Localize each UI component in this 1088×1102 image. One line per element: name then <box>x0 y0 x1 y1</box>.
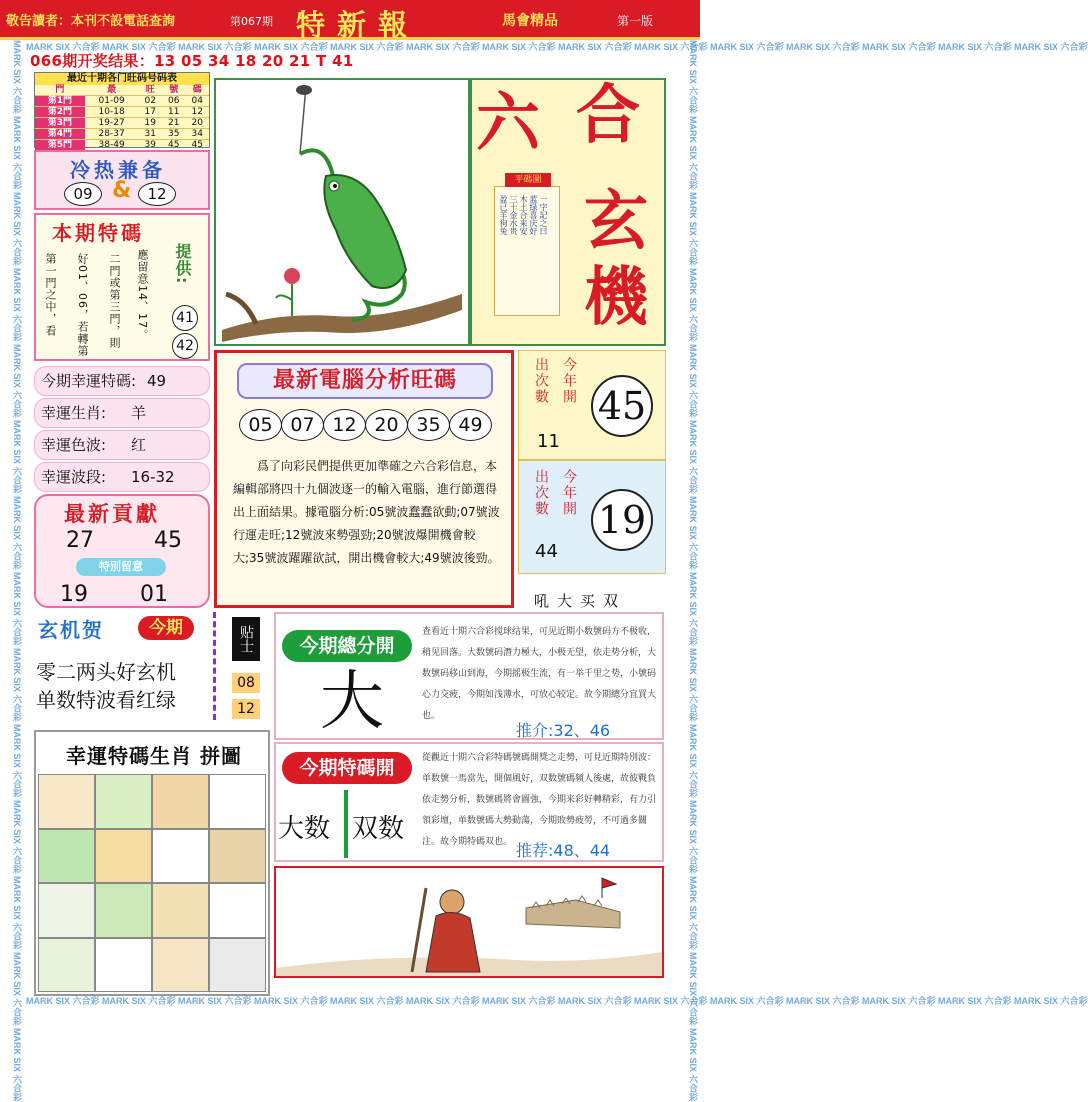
liuhe-xuanji-panel <box>470 78 666 346</box>
tema-divider <box>344 790 348 858</box>
watermark-top: MARK SIX 六合彩 MARK SIX 六合彩 MARK SIX 六合彩 MARK SIX 六合彩 MARK SIX 六合彩 MARK SIX 六合彩 MARK SIX 六合彩 MARK SIX 六合彩 MARK SIX 六合彩 MARK SIX 六合彩 MARK SIX 六合彩 MARK SIX 六合彩 MARK SIX 六合彩 MARK SIX 六合彩 <box>26 42 1088 52</box>
tema-recommend: 推荐:48、44 <box>516 841 611 860</box>
liuhe-char-4: 機 <box>584 260 648 335</box>
cold-hot-panel <box>34 150 210 210</box>
history-cell-b: 45 <box>162 140 186 151</box>
ampersand: & <box>112 178 132 203</box>
tema-answer-1: 大数 <box>278 814 331 844</box>
special-number-2: 42 <box>172 333 198 359</box>
history-cell-c: 45 <box>185 140 209 151</box>
analysis-number: 05 <box>239 409 282 441</box>
history-cell-door: 第1門 <box>35 96 85 107</box>
liuhe-char-3: 玄 <box>584 184 648 259</box>
total-answer: 大 <box>320 665 384 739</box>
tema-text: 從觀近十期六合彩特碼號碼開獎之走勢，可見近期特別波：单数號一馬當先，開個風好，双数號碼頻人後處，故彼戰負依走勢分析，数號碼將會圖強，今期来彩好轉精彩，有力引領彩壇，单数號碼大勢動蕩，今期敗勢疲勞，不可過多關注。故今期特碼双也。 <box>422 753 657 847</box>
traveler-illustration <box>274 866 664 978</box>
issue-number: 第067期 <box>230 15 273 28</box>
history-cell-a: 17 <box>138 107 162 118</box>
lucky-zodiac-row <box>34 398 210 428</box>
special-code-panel <box>34 213 210 361</box>
watermark-bottom: MARK SIX 六合彩 MARK SIX 六合彩 MARK SIX 六合彩 MARK SIX 六合彩 MARK SIX 六合彩 MARK SIX 六合彩 MARK SIX 六合彩 MARK SIX 六合彩 MARK SIX 六合彩 MARK SIX 六合彩 MARK SIX 六合彩 MARK SIX 六合彩 MARK SIX 六合彩 MARK SIX 六合彩 <box>26 996 1088 1006</box>
contribution-number-3: 19 <box>60 582 88 607</box>
special-text-col1: 第一門之中，看 <box>44 253 57 337</box>
stat-1-number: 45 <box>591 375 653 437</box>
lucky-zodiac-label: 幸運生肖: <box>41 404 107 422</box>
special-text-col3: 二門或第三門，則 <box>108 253 121 349</box>
history-cell-a: 02 <box>138 96 162 107</box>
total-label: 今期總分開 <box>282 630 412 662</box>
contribution-title: 最新貢獻 <box>64 502 160 526</box>
special-number-1: 41 <box>172 305 198 331</box>
watermark-right: MARK SIX 六合彩 MARK SIX 六合彩 MARK SIX 六合彩 MARK SIX 六合彩 MARK SIX 六合彩 MARK SIX 六合彩 MARK SIX 六合彩 MARK SIX 六合彩 MARK SIX 六合彩 MARK SIX 六合彩 MARK SIX 六合彩 MARK SIX 六合彩 MARK SIX 六合彩 MARK SIX 六合彩 <box>688 40 698 1102</box>
history-cell-door: 第2門 <box>35 107 85 118</box>
liuhe-char-1: 六 <box>476 86 540 161</box>
history-cell-c: 12 <box>185 107 209 118</box>
lucky-range-value: 16-32 <box>131 468 175 486</box>
stat-2-label-b: 出次數 <box>533 469 549 517</box>
scroll-title: 平碼圖 <box>505 173 551 187</box>
lucky-special-row <box>34 366 210 396</box>
watermark-left: MARK SIX 六合彩 MARK SIX 六合彩 MARK SIX 六合彩 MARK SIX 六合彩 MARK SIX 六合彩 MARK SIX 六合彩 MARK SIX 六合彩 MARK SIX 六合彩 MARK SIX 六合彩 MARK SIX 六合彩 MARK SIX 六合彩 MARK SIX 六合彩 MARK SIX 六合彩 MARK SIX 六合彩 <box>12 40 22 1102</box>
lucky-special-value: 49 <box>147 372 167 390</box>
analysis-number: 35 <box>407 409 450 441</box>
attention-badge: 特別留意 <box>76 558 166 576</box>
special-open-panel <box>274 742 664 862</box>
scroll-column: 蓝绿喜庆好 <box>529 195 538 235</box>
lucky-range-label: 幸運波段: <box>41 468 107 486</box>
history-cell-a: 19 <box>138 118 162 129</box>
analysis-paragraph: 爲了向彩民們提供更加準確之六合彩信息，本編輯部將四十九個波逐一的輸入電腦，進行節選得出上面結果。據電腦分析:05號波蠢蠢欲動;07號波行運走旺;12號波來勢强勁;20號波爆開機會較大;35號波躍躍欲試，開出機會較大;49號波後勁。 <box>233 459 500 565</box>
analysis-number: 12 <box>323 409 366 441</box>
scroll-column: 三十金水贵 <box>509 195 518 235</box>
analysis-title: 最新電腦分析旺碼 <box>237 363 493 399</box>
analysis-number: 49 <box>449 409 492 441</box>
tips-number-1: 08 <box>232 673 260 693</box>
history-cell-a: 39 <box>138 140 162 151</box>
puzzle-grid <box>38 774 266 992</box>
scroll-column: 木土合来安 <box>519 195 528 235</box>
history-cell-range: 01-09 <box>85 96 139 107</box>
stat-2-label-a: 今年開 <box>561 469 577 517</box>
total-recommend: 推介:32、46 <box>516 721 611 740</box>
provide-label: 提供: <box>173 243 192 285</box>
xuanji-line-1: 零二两头好玄机 <box>36 660 176 684</box>
xuanji-line-2: 单数特波看红绿 <box>36 688 176 712</box>
lucky-range-row <box>34 462 210 492</box>
stat-1-label-b: 出次數 <box>533 357 549 405</box>
stat-2-number: 19 <box>591 489 653 551</box>
newspaper-title: 特新報 <box>296 8 420 42</box>
lucky-color-value: 红 <box>131 436 147 454</box>
cold-hot-number-b: 12 <box>138 182 176 206</box>
tip-text: 吼大买双 <box>534 592 627 610</box>
analysis-number: 20 <box>365 409 408 441</box>
special-title: 本期特碼 <box>52 221 144 245</box>
history-cell-range: 38-49 <box>85 140 139 151</box>
contribution-panel <box>34 494 210 608</box>
stat-1-label-a: 今年開 <box>561 357 577 405</box>
history-cell-range: 19-27 <box>85 118 139 129</box>
history-header-cell: 碼 <box>192 85 202 95</box>
analysis-number: 07 <box>281 409 324 441</box>
analysis-numbers <box>239 409 491 441</box>
contribution-number-2: 45 <box>154 528 182 553</box>
history-row <box>35 96 209 107</box>
cold-hot-title: 冷热兼备 <box>70 158 166 182</box>
history-cell-a: 31 <box>138 129 162 140</box>
history-cell-b: 21 <box>162 118 186 129</box>
chameleon-illustration <box>214 78 470 346</box>
total-score-panel <box>274 612 664 740</box>
history-cell-b: 11 <box>162 107 186 118</box>
history-header-cell: 旺 <box>145 85 155 95</box>
history-cell-door: 第4門 <box>35 129 85 140</box>
stat-1-count: 11 <box>537 431 560 452</box>
history-row <box>35 118 209 129</box>
tips-label: 贴士 <box>232 617 260 661</box>
history-cell-c: 20 <box>185 118 209 129</box>
xuanji-tag: 今期 <box>138 616 194 640</box>
history-cell-door: 第5門 <box>35 140 85 151</box>
lucky-zodiac-value: 羊 <box>131 404 147 422</box>
history-header-cell: 最 <box>107 85 117 95</box>
history-cell-door: 第3門 <box>35 118 85 129</box>
contribution-number-4: 01 <box>140 582 168 607</box>
header-bar <box>0 0 700 40</box>
history-table <box>34 72 210 148</box>
history-header-cell: 號 <box>169 85 179 95</box>
history-row <box>35 129 209 140</box>
total-text: 查看近十期六合彩搅球结果，可见近期小数號码方不极收，稍见回落。大数號码潛力極大，小极无望，依走势分析，大数號码移山到海，今期摇极生流，有一举千里之势，小號码心力交疲，今期如浅薄水，可放心较定。故今期總分宜買大也。 <box>422 627 657 721</box>
stat-block-1 <box>518 350 666 460</box>
history-header-cell: 門 <box>55 85 65 95</box>
plain-code-scroll <box>494 175 560 316</box>
history-cell-range: 28-37 <box>85 129 139 140</box>
history-row <box>35 107 209 118</box>
xuanji-panel <box>34 612 216 720</box>
edition-label: 第一版 <box>617 14 654 28</box>
lucky-special-label: 今期幸運特碼: <box>41 372 137 390</box>
history-cell-b: 35 <box>162 129 186 140</box>
lucky-color-row <box>34 430 210 460</box>
tips-sidebox <box>228 615 264 721</box>
stat-block-2 <box>518 460 666 574</box>
header-notice: 敬告讀者：本刊不設電話查詢 <box>6 14 176 29</box>
cold-hot-number-a: 09 <box>64 182 102 206</box>
history-cell-c: 34 <box>185 129 209 140</box>
scroll-column: 盈已羊狗兔 <box>499 195 508 235</box>
history-row <box>35 140 209 151</box>
xuanji-title: 玄机贺 <box>38 618 104 642</box>
tip-line <box>518 578 666 612</box>
draw-result: 066期开奖结果：13 05 34 18 20 21 T 41 <box>30 52 354 70</box>
computer-analysis-panel <box>214 350 514 608</box>
stat-2-count: 44 <box>535 541 558 562</box>
tema-answer-2: 双数 <box>352 814 405 844</box>
lucky-color-label: 幸運色波: <box>41 436 107 454</box>
tips-number-2: 12 <box>232 699 260 719</box>
tema-label: 今期特碼開 <box>282 752 412 784</box>
liuhe-char-2: 合 <box>576 78 640 153</box>
zodiac-puzzle-panel <box>34 730 270 996</box>
history-cell-b: 06 <box>162 96 186 107</box>
contribution-number-1: 27 <box>66 528 94 553</box>
special-text-col2: 好01、06，若轉第 <box>76 253 89 357</box>
brand-label: 馬會精品 <box>502 13 558 29</box>
special-text-col4: 應留意14、17。 <box>136 249 149 341</box>
scroll-column: 一字記之曰 <box>539 195 548 235</box>
puzzle-title: 幸運特碼生肖 拼圖 <box>66 744 242 768</box>
history-title: 最近十期各门旺码号码表 <box>35 73 209 85</box>
history-cell-range: 10-18 <box>85 107 139 118</box>
history-cell-c: 04 <box>185 96 209 107</box>
